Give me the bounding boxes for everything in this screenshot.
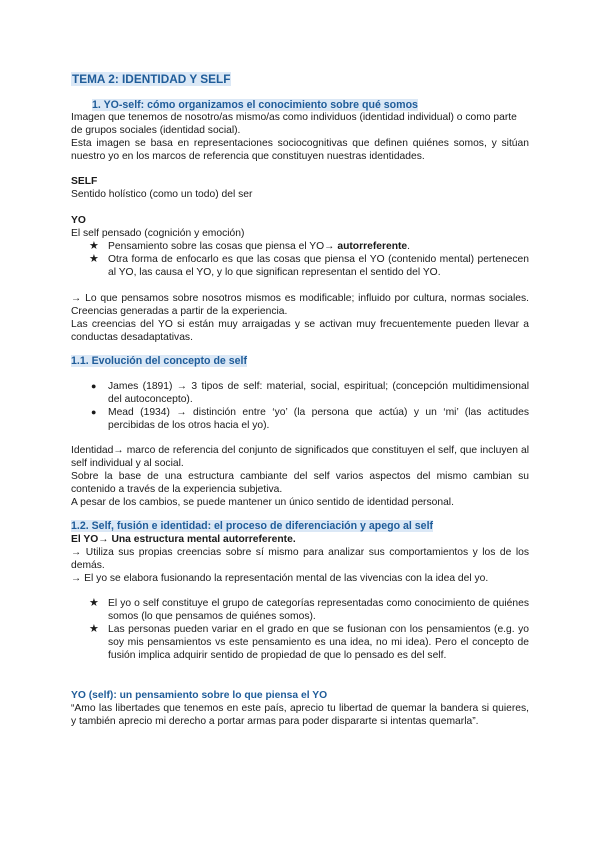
self-label: SELF: [71, 176, 98, 187]
section-1-heading: 1. YO-self: cómo organizamos el conocimiento sobre qué somos: [92, 99, 418, 111]
quote-text: “Amo las libertades que tenemos en este país, aprecio tu libertad de quemar la bandera si quieres, y también aprecio mi derecho a portar armas para poder dispararte si intentas quemarla”.: [71, 703, 529, 727]
list-item: ★ Pensamiento sobre las cosas que piensa el YO→ autorreferente.: [89, 240, 411, 252]
section-1-2-subheading: El YO→ Una estructura mental autorreferente.: [71, 534, 296, 545]
modifiable-paragraph: → Lo que pensamos sobre nosotros mismos es modificable; influido por cultura, normas sociales. Creencias generadas a partir de la experiencia.: [71, 293, 529, 317]
section-1-2-heading: 1.2. Self, fusión e identidad: el proceso de diferenciación y apego al self: [71, 520, 434, 532]
beliefs-use-paragraph: → Utiliza sus propias creencias sobre sí mismo para analizar sus comportamientos y los de los demás.: [71, 547, 529, 571]
fusion-bullet-list: [71, 597, 529, 662]
yo-label: YO: [71, 215, 86, 226]
identity-paragraph: Identidad→ marco de referencia del conjunto de significados que constituyen el self, que incluyen al self individual y al social.: [71, 445, 529, 469]
self-definition: Sentido holístico (como un todo) del ser: [71, 189, 253, 200]
list-item: ★ El yo o self constituye el grupo de categorías representadas como conocimiento de quiénes somos (lo que pensamos de quiénes somos).: [89, 597, 529, 622]
star-icon: ★: [89, 253, 99, 265]
history-bullet-list: [71, 380, 529, 432]
list-item: ★ Otra forma de enfocarlo es que las cosas que piensa el YO (contenido mental) pertenecen al YO, las causa el YO, y lo que significan representan el sentido del YO.: [89, 253, 529, 278]
star-icon: ★: [89, 240, 99, 252]
list-item: ● Mead (1934) → distinción entre ‘yo’ (la persona que actúa) y un ‘mi’ (las actitudes percibidas de los otros hacia el yo).: [91, 407, 529, 431]
star-icon: ★: [89, 597, 99, 609]
fusion-paragraph: → El yo se elabora fusionando la representación mental de las vivencias con la idea del yo.: [71, 573, 489, 584]
yo-definition: El self pensado (cognición y emoción): [71, 228, 245, 239]
star-icon: ★: [89, 623, 99, 635]
page-title: TEMA 2: IDENTIDAD Y SELF: [72, 72, 231, 86]
identity-continuity-paragraph: A pesar de los cambios, se puede mantener un único sentido de identidad personal.: [71, 497, 454, 508]
list-item: ★ Las personas pueden variar en el grado en que se fusionan con los pensamientos (e.g. yo soy mis pensamientos vs este pensamiento es una idea, no mi idea). Pero el concepto de fusión implica adquirir sentido de propiedad de que lo pensado es del self.: [89, 623, 529, 661]
yo-bullet-list: [71, 240, 529, 279]
section-1-1-heading: 1.1. Evolución del concepto de self: [71, 355, 248, 367]
bullet-dot-icon: ●: [91, 407, 97, 417]
list-item: ● James (1891) → 3 tipos de self: material, social, espiritual; (concepción multidimensional del autoconcepto).: [91, 381, 529, 405]
structure-paragraph: Sobre la base de una estructura cambiante del self varios aspectos del mismo cambian su contenido a través de la experiencia subjetiva.: [71, 471, 529, 495]
section-1-paragraph-1: Imagen que tenemos de nosotro/as mismo/as como individuos (identidad individual) o como parte de grupos sociales (identidad social).: [71, 112, 517, 136]
quote-heading: YO (self): un pensamiento sobre lo que piensa el YO: [71, 690, 328, 701]
section-1-paragraph-2: Esta imagen se basa en representaciones sociocognitivas que definen quiénes somos, y sitúan nuestro yo en los marcos de referencia que constituyen nuestras identidades.: [71, 138, 529, 162]
bullet-dot-icon: ●: [91, 381, 97, 391]
beliefs-paragraph: Las creencias del YO si están muy arraigadas y se activan muy frecuentemente pueden llevar a conductas desadaptativas.: [71, 319, 529, 343]
